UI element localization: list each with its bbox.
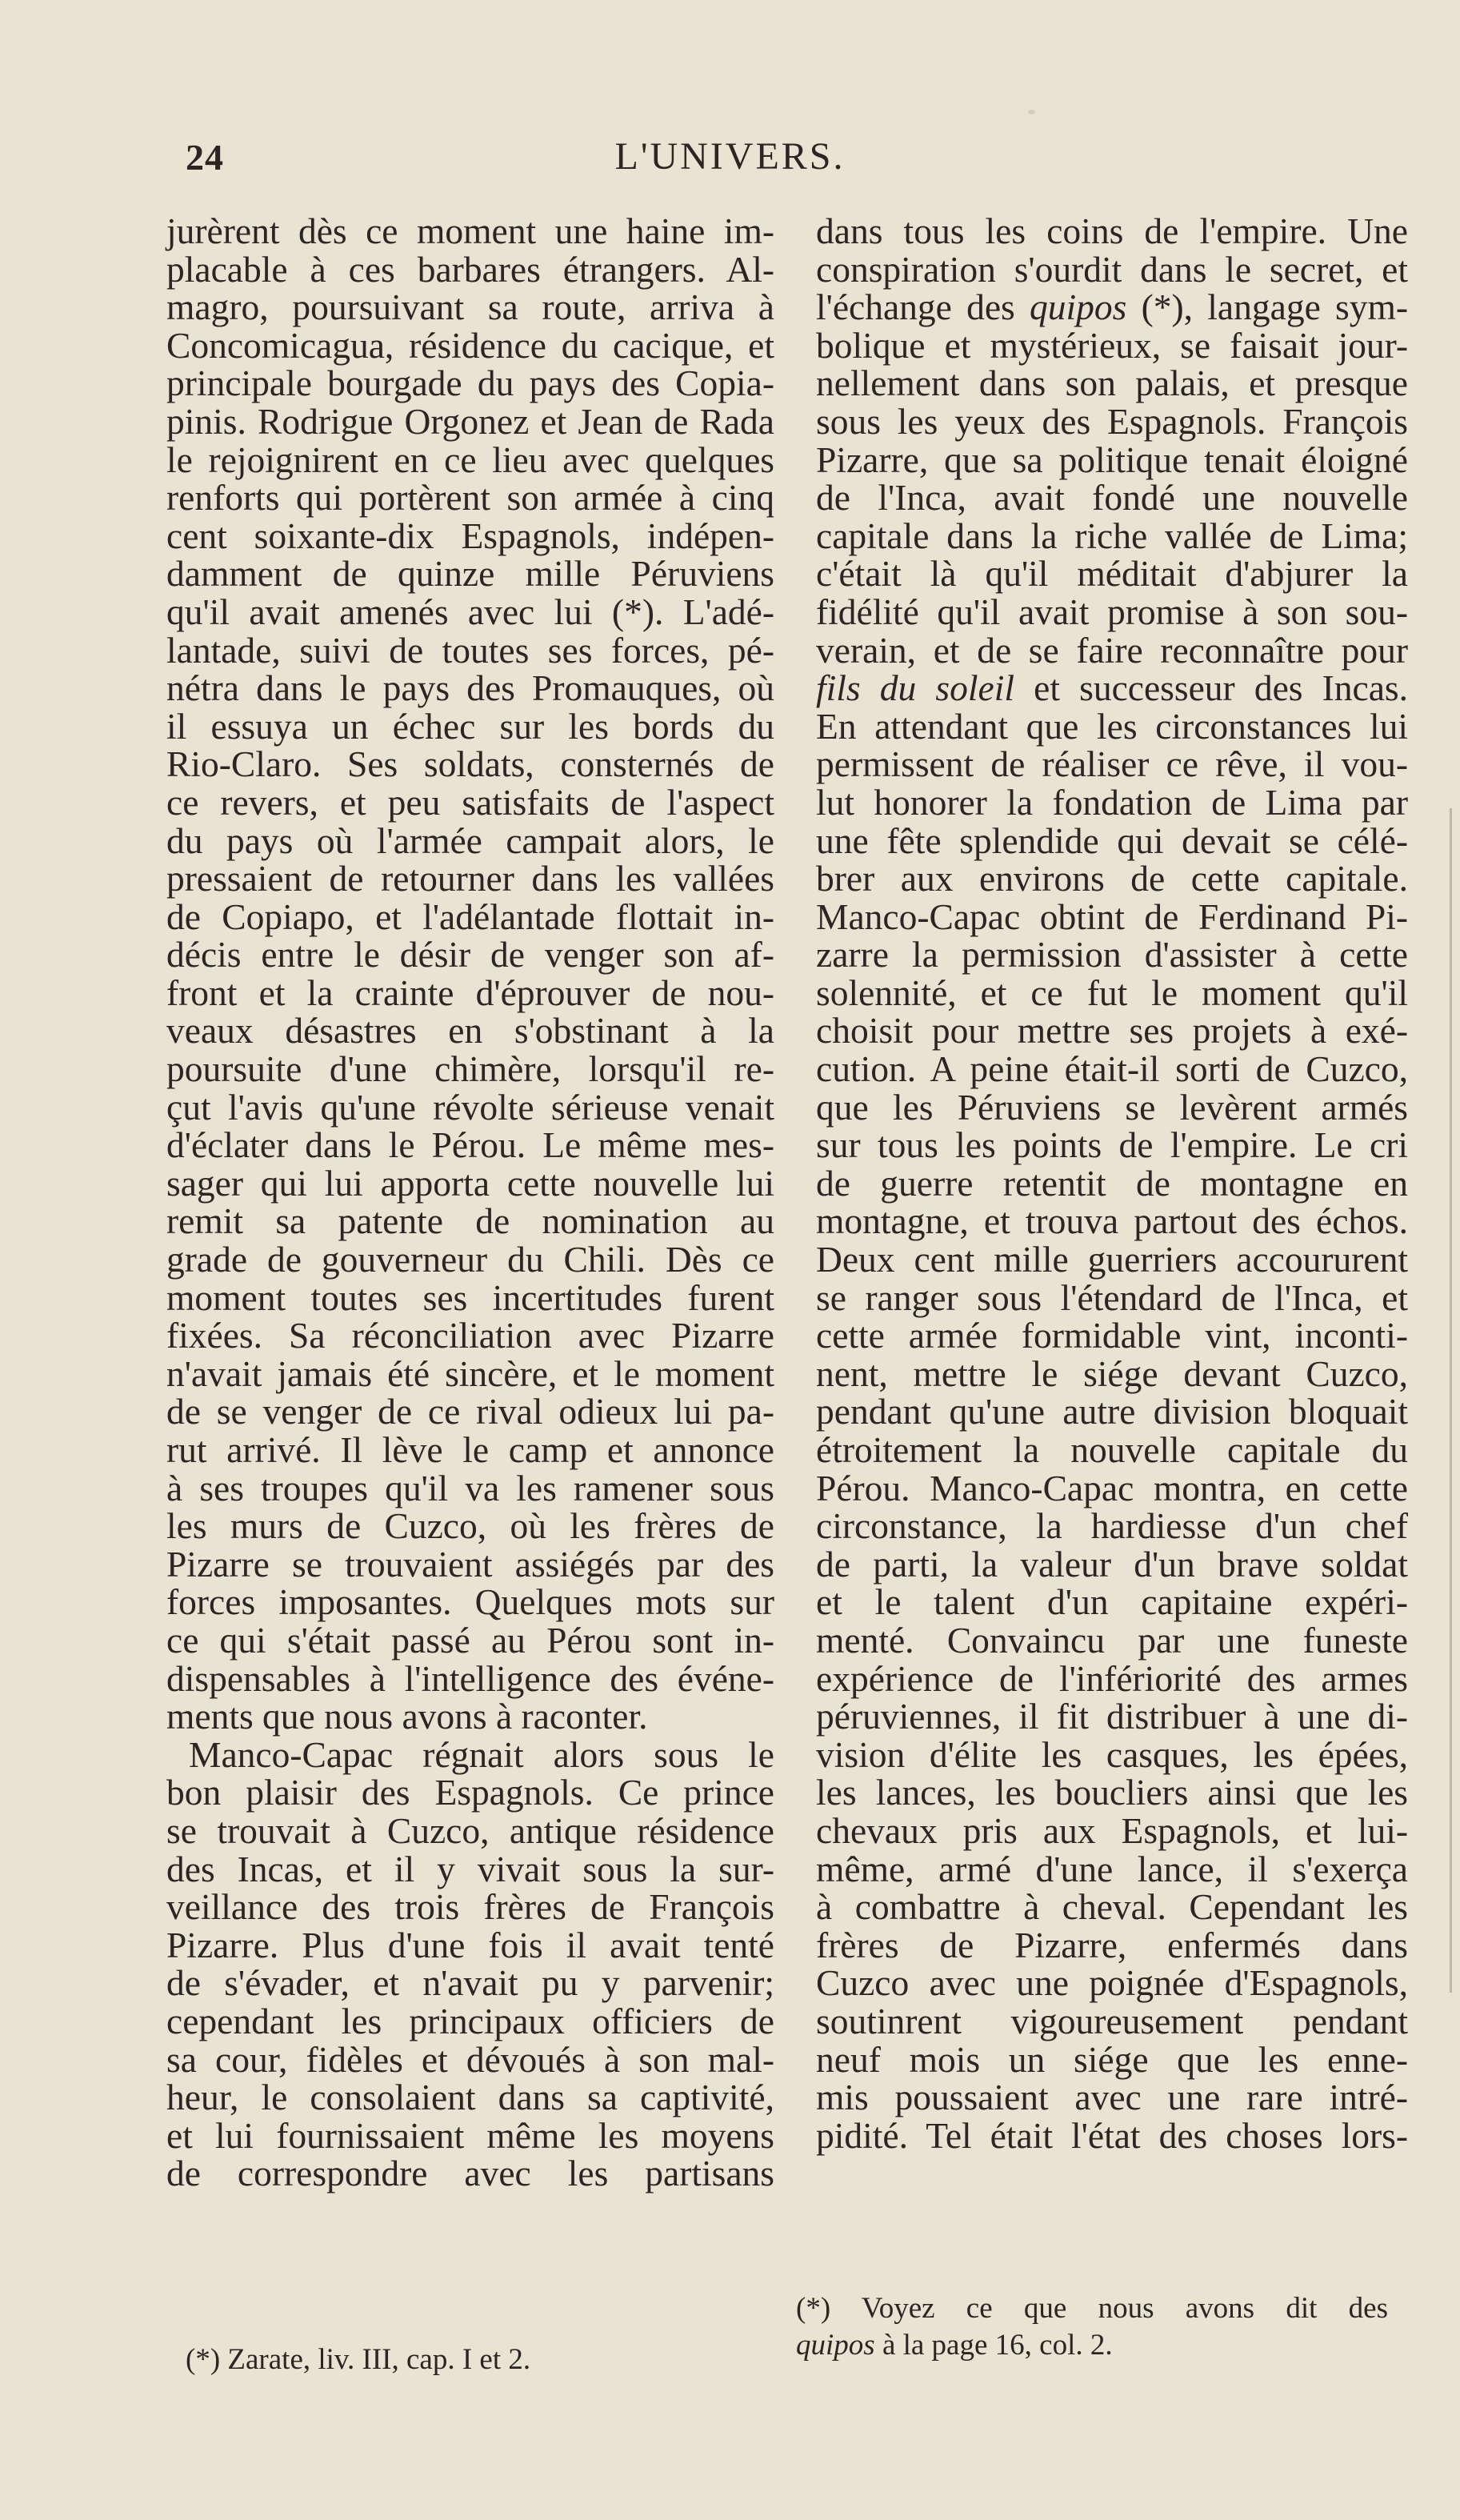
text-line: vision d'élite les casques, les épées, [816,1733,1408,1775]
text-line: mis poussaient avec une rare intré- [816,2077,1408,2118]
text-line: les lances, les boucliers ainsi que les [816,1772,1408,1813]
text-line [816,669,1408,707]
text-line: nellement dans son palais, et presque [816,363,1408,404]
text-line: pidité. Tel était l'état des choses lors- [816,2114,1408,2156]
text-line: rut arrivé. Il lève le camp et annonce [166,1429,774,1470]
text-line: Manco-Capac obtint de Ferdinand Pi- [816,895,1408,937]
text-line: sous les yeux des Espagnols. François [816,400,1408,442]
text-line: En attendant que les circonstances lui [816,705,1408,747]
text-line: zarre la permission d'assister à cette [816,934,1408,976]
text-line: pendant qu'une autre division bloquait [816,1391,1408,1432]
text-line: une fête splendide qui devait se célé- [816,819,1408,861]
text-line: de correspondre avec les partisans [166,2153,774,2194]
text-line: montagne, et trouva partout des échos. [816,1200,1408,1242]
text-line: de s'évader, et n'avait pu y parvenir; [166,1962,774,2004]
text-line-start: l'échange des [816,286,1030,328]
text-line: qu'il avait amenés avec lui (*). L'adé- [166,591,774,632]
text-line: dans tous les coins de l'empire. Une [816,210,1408,251]
text-line: pinis. Rodrigue Orgonez et Jean de Rada [166,400,774,442]
text-line: péruviennes, il fit distribuer à une di- [816,1696,1408,1737]
text-line-end: (*), langage sym- [1126,286,1409,328]
text-line: ce qui s'était passé au Pérou sont in- [166,1619,774,1661]
text-line: forces imposantes. Quelques mots sur [166,1581,774,1623]
text-line: ce revers, et peu satisfaits de l'aspect [166,781,774,823]
text-line: Manco-Capac régnait alors sous le [189,1733,774,1775]
text-line: menté. Convaincu par une funeste [816,1619,1408,1661]
text-line: à ses troupes qu'il va les ramener sous [166,1467,774,1508]
text-line: solennité, et ce fut le moment qu'il [816,972,1408,1013]
text-line: moment toutes ses incertitudes furent [166,1276,774,1318]
text-line: cette armée formidable vint, inconti- [816,1315,1408,1356]
text-line: ments que nous avons à raconter. [166,1696,648,1737]
text-line: nétra dans le pays des Promauques, où [166,667,774,709]
text-line-end: et successeur des Incas. [1014,667,1408,709]
text-line: capitale dans la riche vallée de Lima; [816,515,1408,556]
text-line: damment de quinze mille Péruviens [166,553,774,595]
text-line: que les Péruviens se levèrent armés [816,1086,1408,1128]
text-line: de l'Inca, avait fondé une nouvelle [816,477,1408,519]
text-line: de parti, la valeur d'un brave soldat [816,1543,1408,1585]
text-line: verain, et de se faire reconnaître pour [816,629,1408,671]
text-line: çut l'avis qu'une révolte sérieuse venait [166,1086,774,1128]
text-line: Pérou. Manco-Capac montra, en cette [816,1467,1408,1508]
italic-term-quipos: quipos [1030,286,1127,328]
text-line: d'éclater dans le Pérou. Le même mes- [166,1124,774,1166]
text-line: nent, mettre le siége devant Cuzco, [816,1352,1408,1394]
text-line: Deux cent mille guerriers accoururent [816,1239,1408,1280]
text-line: renforts qui portèrent son armée à cinq [166,477,774,519]
footnote-left: (*) Zarate, liv. III, cap. I et 2. [186,2343,531,2376]
text-line: cution. A peine était-il sorti de Cuzco, [816,1048,1408,1090]
text-line: cependant les principaux officiers de [166,2000,774,2041]
text-line: de guerre retentit de montagne en [816,1162,1408,1204]
text-line: veillance des trois frères de François [166,1886,774,1928]
text-line: se trouvait à Cuzco, antique résidence [166,1809,774,1851]
text-line: brer aux environs de cette capitale. [816,858,1408,899]
running-title: L'UNIVERS. [614,135,846,178]
footnote-right-line-1: (*) Voyez ce que nous avons dit des [796,2292,1388,2325]
text-line: Concomicagua, résidence du cacique, et [166,324,774,366]
page-edge-mark [1450,808,1452,1993]
text-line: magro, poursuivant sa route, arriva à [166,286,774,328]
text-line: grade de gouverneur du Chili. Dès ce [166,1239,774,1280]
text-line: fixées. Sa réconciliation avec Pizarre [166,1315,774,1356]
text-line: Pizarre se trouvaient assiégés par des [166,1543,774,1585]
text-line: des Incas, et il y vivait sous la sur- [166,1848,774,1889]
text-line: de Copiapo, et l'adélantade flottait in- [166,895,774,937]
text-line: les murs de Cuzco, où les frères de [166,1505,774,1547]
text-line: et lui fournissaient même les moyens [166,2114,774,2156]
text-line [816,288,1408,327]
text-line: frères de Pizarre, enfermés dans [816,1924,1408,1965]
right-text-column [816,212,1408,2154]
text-line: remit sa patente de nomination au [166,1200,774,1242]
text-line: à combattre à cheval. Cependant les [816,1886,1408,1928]
text-line: conspiration s'ourdit dans le secret, et [816,248,1408,290]
text-line: lantade, suivi de toutes ses forces, pé- [166,629,774,671]
text-line: fidélité qu'il avait promise à son sou- [816,591,1408,632]
text-line: c'était là qu'il méditait d'abjurer la [816,553,1408,595]
text-line: sager qui lui apporta cette nouvelle lui [166,1162,774,1204]
text-line: expérience de l'infériorité des armes [816,1657,1408,1699]
left-text-column [166,212,774,2193]
text-line: permissent de réaliser ce rêve, il vou- [816,743,1408,785]
text-line: bolique et mystérieux, se faisait jour- [816,324,1408,366]
text-line: se ranger sous l'étendard de l'Inca, et [816,1276,1408,1318]
footnote-italic-word: quipos [796,2329,875,2362]
text-line: étroitement la nouvelle capitale du [816,1429,1408,1470]
text-line: jurèrent dès ce moment une haine im- [166,210,774,251]
text-line: sur tous les points de l'empire. Le cri [816,1124,1408,1166]
text-line: n'avait jamais été sincère, et le moment [166,1352,774,1394]
text-line: veaux désastres en s'obstinant à la [166,1010,774,1052]
text-line: dispensables à l'intelligence des événe- [166,1657,774,1699]
text-line: Cuzco avec une poignée d'Espagnols, [816,1962,1408,2004]
text-line: neuf mois un siége que les enne- [816,2038,1408,2080]
text-line: principale bourgade du pays des Copia- [166,363,774,404]
text-line: bon plaisir des Espagnols. Ce prince [166,1772,774,1813]
text-line: décis entre le désir de venger son af- [166,934,774,976]
footnote-right-line-2 [796,2327,1388,2364]
text-line: même, armé d'une lance, il s'exerça [816,1848,1408,1889]
text-line: front et la crainte d'éprouver de nou- [166,972,774,1013]
text-line: il essuya un échec sur les bords du [166,705,774,747]
text-line: lut honorer la fondation de Lima par [816,781,1408,823]
text-line: Pizarre. Plus d'une fois il avait tenté [166,1924,774,1965]
text-line: du pays où l'armée campait alors, le [166,819,774,861]
paper-speck [1028,110,1035,114]
text-line: soutinrent vigoureusement pendant [816,2000,1408,2041]
text-line: heur, le consolaient dans sa captivité, [166,2077,774,2118]
text-line: poursuite d'une chimère, lorsqu'il re- [166,1048,774,1090]
text-line: pressaient de retourner dans les vallées [166,858,774,899]
footnote-right-line-2-rest: à la page 16, col. 2. [874,2329,1113,2362]
footnote-right [796,2290,1388,2364]
text-line: le rejoignirent en ce lieu avec quelques [166,439,774,480]
text-line: Rio-Claro. Ses soldats, consternés de [166,743,774,785]
page-number: 24 [186,137,224,178]
text-line: placable à ces barbares étrangers. Al- [166,248,774,290]
text-line: de se venger de ce rival odieux lui pa- [166,1391,774,1432]
text-line: sa cour, fidèles et dévoués à son mal- [166,2038,774,2080]
italic-term-fils-du-soleil: fils du soleil [816,667,1014,709]
text-line: cent soixante-dix Espagnols, indépen- [166,515,774,556]
text-line: et le talent d'un capitaine expéri- [816,1581,1408,1623]
text-line: circonstance, la hardiesse d'un chef [816,1505,1408,1547]
text-line: choisit pour mettre ses projets à exé- [816,1010,1408,1052]
text-line: Pizarre, que sa politique tenait éloigné [816,439,1408,480]
text-line: chevaux pris aux Espagnols, et lui- [816,1809,1408,1851]
